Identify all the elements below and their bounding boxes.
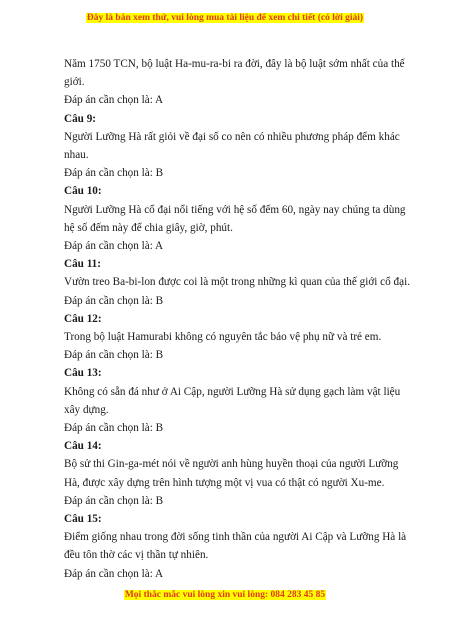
question-title: Câu 14:	[64, 440, 102, 453]
question-block-14	[64, 437, 416, 510]
question-block-11	[64, 255, 416, 310]
question-title: Câu 15:	[64, 513, 102, 526]
contact-footer-text: Mọi thắc mắc vui lòng xin vui lòng: 084 283 45 85	[124, 590, 326, 600]
question-answer: Đáp án cần chọn là: A	[64, 567, 164, 580]
question-answer: Đáp án cần chọn là: B	[64, 494, 164, 507]
question-answer: Đáp án cần chọn là: B	[64, 294, 164, 307]
intro-text: Năm 1750 TCN, bộ luật Ha-mu-ra-bi ra đời, đây là bộ luật sớm nhất của thế giới.	[64, 58, 405, 89]
question-text: Bộ sử thi Gin-ga-mét nói về người anh hùng huyền thoại của người Lưỡng Hà, được xây dựng trên hình tượng một vị vua có thật có người Xu-me.	[64, 458, 399, 489]
preview-notice-banner	[0, 12, 450, 24]
question-text: Trong bộ luật Hamurabi không có nguyên tắc bảo vệ phụ nữ và trẻ em.	[64, 331, 382, 344]
question-title: Câu 12:	[64, 312, 102, 325]
question-text: Vườn treo Ba-bi-lon được coi là một trong những kì quan của thế giới cổ đại.	[64, 276, 411, 289]
question-block-10	[64, 182, 416, 255]
question-title: Câu 13:	[64, 367, 102, 380]
preview-notice-text: Đây là bản xem thử, vui lòng mua tài liệu để xem chi tiết (có lời giải)	[86, 13, 364, 23]
question-answer: Đáp án cần chọn là: B	[64, 422, 164, 435]
question-block-13	[64, 364, 416, 437]
question-text: Người Lưỡng Hà rất giỏi về đại số co nên có nhiều phương pháp đếm khác nhau.	[64, 130, 400, 162]
question-text: Điểm giống nhau trong đời sống tinh thần của người Ai Cập và Lưỡng Hà là đều tôn thờ các vị thần tự nhiên.	[64, 531, 407, 562]
question-title: Câu 10:	[64, 185, 102, 198]
question-answer: Đáp án cần chọn là: B	[64, 167, 164, 180]
question-text: Người Lưỡng Hà cổ đại nổi tiếng với hệ số đếm 60, ngày nay chúng ta dùng hệ số đếm này để chia giây, giờ, phút.	[64, 203, 406, 234]
document-body	[64, 55, 416, 583]
question-text: Không có sẵn đá như ở Ai Cập, người Lưỡng Hà sử dụng gạch làm vật liệu xây dựng.	[64, 385, 401, 416]
contact-footer-banner	[0, 589, 450, 601]
question-title: Câu 9:	[64, 112, 97, 125]
question-answer: Đáp án cần chọn là: A	[64, 240, 164, 253]
question-block-15	[64, 510, 416, 583]
question-block-9	[64, 110, 416, 183]
question-title: Câu 11:	[64, 258, 101, 271]
question-answer: Đáp án cần chọn là: B	[64, 349, 164, 362]
question-block-12	[64, 310, 416, 365]
intro-answer: Đáp án cần chọn là: A	[64, 94, 164, 107]
